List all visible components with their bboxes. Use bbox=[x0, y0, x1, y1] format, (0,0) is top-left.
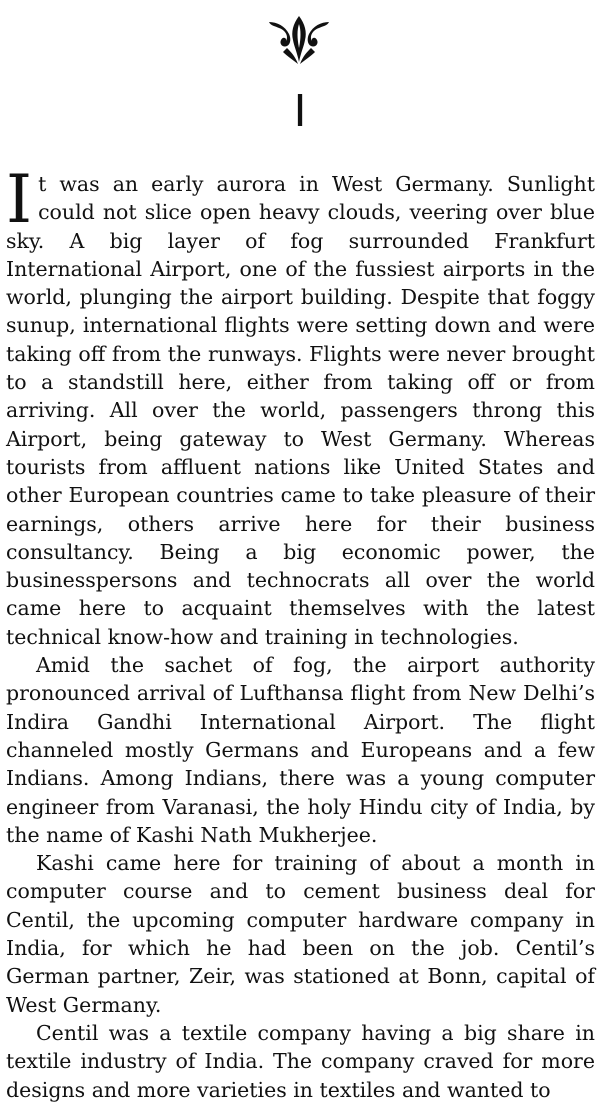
paragraph-1-text: t was an early aurora in West Germany. Sunlight could not slice open heavy clouds, veering over blue sky. A big layer of fog surrounded Frankfurt International Airport, one of the fussiest airports in the world, plunging the airport building. Despite that foggy sunup, international flights were setting down and were taking off from the runways. Flights were never brought to a standstill here, either from taking off or from arriving. All over the world, passengers throng this Airport, being gateway to West Germany. Whereas tourists from affluent nations like United States and other European countries came to take pleasure of their earnings, others arrive here for their business consultancy. Being a big economic power, the businesspersons and technocrats all over the world came here to acquaint themselves with the latest technical know-how and training in technologies. bbox=[6, 172, 595, 649]
paragraph-2: Amid the sachet of fog, the airport authority pronounced arrival of Lufthansa flight from New Delhi’s Indira Gandhi International Airport. The flight channeled mostly Germans and Europeans and a few Indians. Among Indians, there was a young computer engineer from Varanasi, the holy Hindu city of India, by the name of Kashi Nath Mukherjee. bbox=[6, 653, 595, 847]
paragraph-1 bbox=[6, 161, 595, 651]
paragraph-3: Kashi came here for training of about a month in computer course and to cement business deal for Centil, the upcoming computer hardware company in India, for which he had been on the job. Centil’s German partner, Zeir, was stationed at Bonn, capital of West Germany. bbox=[6, 851, 595, 1017]
floral-ornament-icon bbox=[267, 14, 331, 66]
drop-cap: I bbox=[6, 161, 33, 238]
chapter-number: I bbox=[293, 84, 307, 136]
chapter-body bbox=[6, 161, 595, 1104]
paragraph-4: Centil was a textile company having a big share in textile industry of India. The company craved for more designs and more varieties in textiles and wanted to bbox=[6, 1020, 595, 1102]
